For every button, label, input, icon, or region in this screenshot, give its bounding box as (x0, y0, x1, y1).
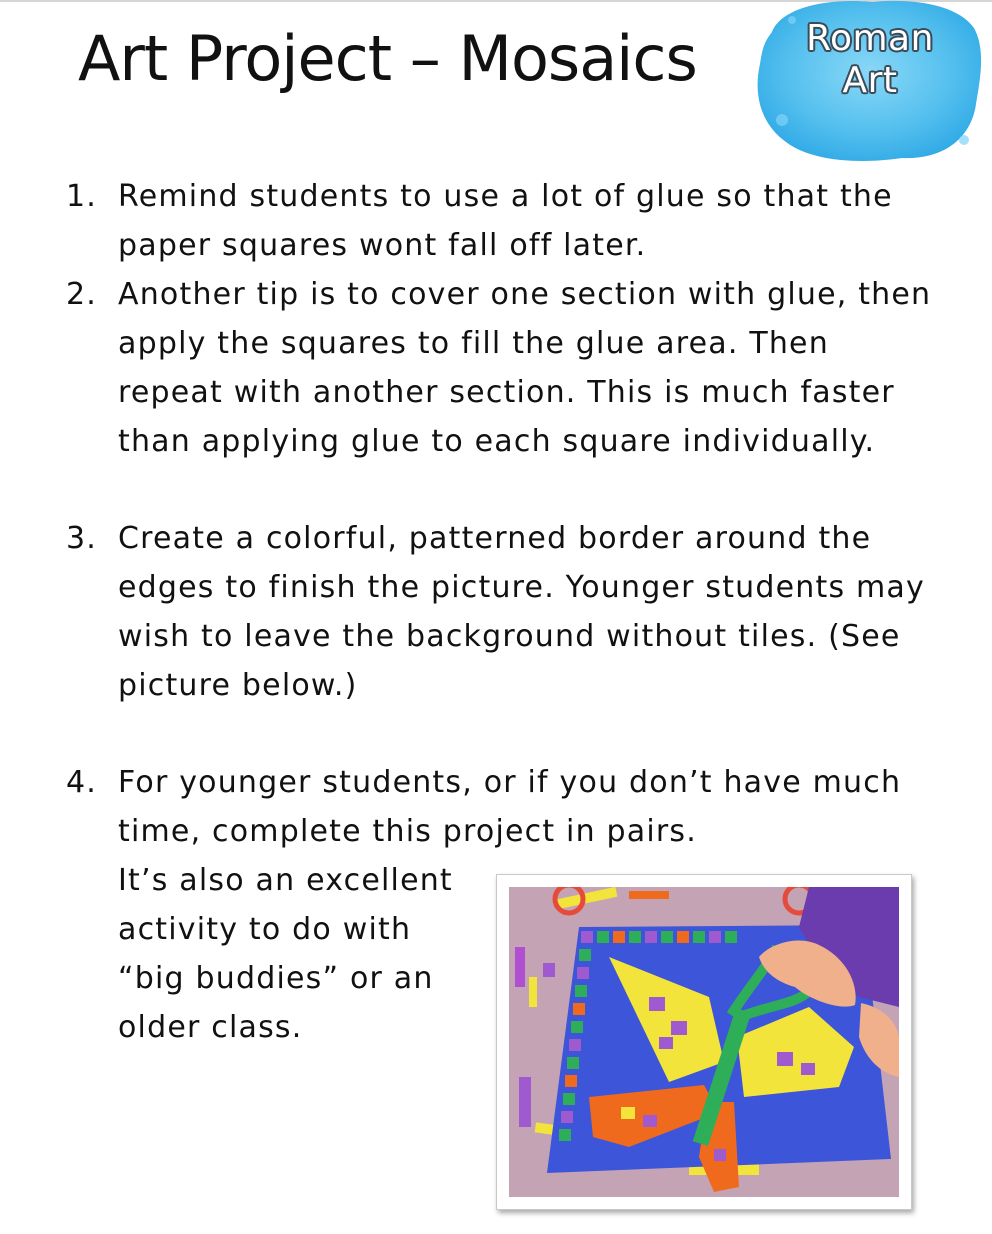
mosaic-photo (496, 874, 912, 1210)
step-4 (66, 758, 936, 856)
step-3 (66, 514, 936, 710)
step-number: 3. (66, 521, 98, 556)
mosaic-butterfly-photo-icon (509, 887, 899, 1197)
step-text: Another tip is to cover one section with glue, then apply the squares to fill the glue area. Then repeat with another section. This is much faster than applying glue to each square individually. (118, 277, 932, 459)
step-1 (66, 172, 936, 270)
step-number: 2. (66, 277, 98, 312)
badge-line-art: Art (842, 60, 898, 101)
page-title: Art Project – Mosaics (78, 22, 697, 95)
badge-line-roman: Roman (806, 18, 934, 59)
roman-art-badge (752, 0, 984, 165)
step-2 (66, 270, 936, 466)
step-number: 4. (66, 765, 98, 800)
step-4-continuation: It’s also an excellent activity to do with “big buddies” or an older class. (118, 863, 453, 1045)
step-number: 1. (66, 179, 98, 214)
step-text: Remind students to use a lot of glue so that the paper squares wont fall off later. (118, 179, 893, 263)
step-text: For younger students, or if you don’t have much time, complete this project in pairs. (118, 765, 902, 849)
step-text: Create a colorful, patterned border around the edges to finish the picture. Younger students may wish to leave the background without tiles. (See picture below.) (118, 521, 925, 703)
